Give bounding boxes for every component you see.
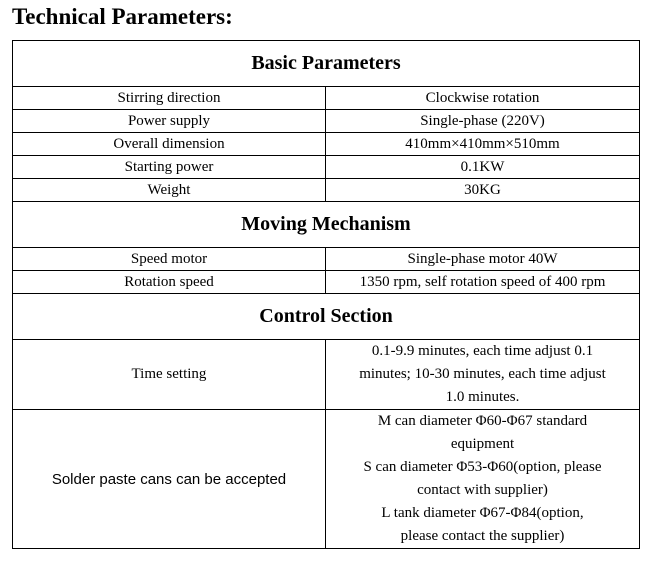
table-row xyxy=(13,179,640,202)
table-row xyxy=(13,156,640,179)
param-value: 410mm×410mm×510mm xyxy=(326,133,640,156)
param-value: Single-phase motor 40W xyxy=(326,248,640,271)
section-heading-basic: Basic Parameters xyxy=(13,41,640,87)
table-row xyxy=(13,248,640,271)
param-value: 30KG xyxy=(326,179,640,202)
param-label: Speed motor xyxy=(13,248,326,271)
param-value-multiline xyxy=(326,410,640,549)
section-heading-moving: Moving Mechanism xyxy=(13,202,640,248)
text-line: please contact the supplier) xyxy=(400,528,565,544)
technical-parameters-table xyxy=(12,40,640,549)
param-label: Rotation speed xyxy=(13,271,326,294)
table-row xyxy=(13,87,640,110)
param-label: Overall dimension xyxy=(13,133,326,156)
text-line: contact with supplier) xyxy=(417,482,548,498)
param-value: Clockwise rotation xyxy=(326,87,640,110)
param-value: 0.1KW xyxy=(326,156,640,179)
param-value: Single-phase (220V) xyxy=(326,110,640,133)
text-line: minutes; 10-30 minutes, each time adjust xyxy=(359,366,606,382)
param-label: Power supply xyxy=(13,110,326,133)
section-heading-control: Control Section xyxy=(13,294,640,340)
table-row xyxy=(13,110,640,133)
param-label: Solder paste cans can be accepted xyxy=(13,410,326,549)
param-label: Time setting xyxy=(13,340,326,410)
text-line: L tank diameter Φ67-Φ84(option, xyxy=(381,505,584,521)
param-label: Stirring direction xyxy=(13,87,326,110)
table-row xyxy=(13,271,640,294)
param-value-multiline xyxy=(326,340,640,410)
table-row xyxy=(13,410,640,549)
text-line: S can diameter Φ53-Φ60(option, please xyxy=(363,459,602,475)
table-row xyxy=(13,133,640,156)
table-row xyxy=(13,340,640,410)
param-value: 1350 rpm, self rotation speed of 400 rpm xyxy=(326,271,640,294)
param-label: Weight xyxy=(13,179,326,202)
text-line: 0.1-9.9 minutes, each time adjust 0.1 xyxy=(371,343,594,359)
text-line: 1.0 minutes. xyxy=(445,389,520,405)
page-title: Technical Parameters: xyxy=(12,4,233,29)
param-label: Starting power xyxy=(13,156,326,179)
text-line: equipment xyxy=(450,436,515,452)
text-line: M can diameter Φ60-Φ67 standard xyxy=(377,413,588,429)
